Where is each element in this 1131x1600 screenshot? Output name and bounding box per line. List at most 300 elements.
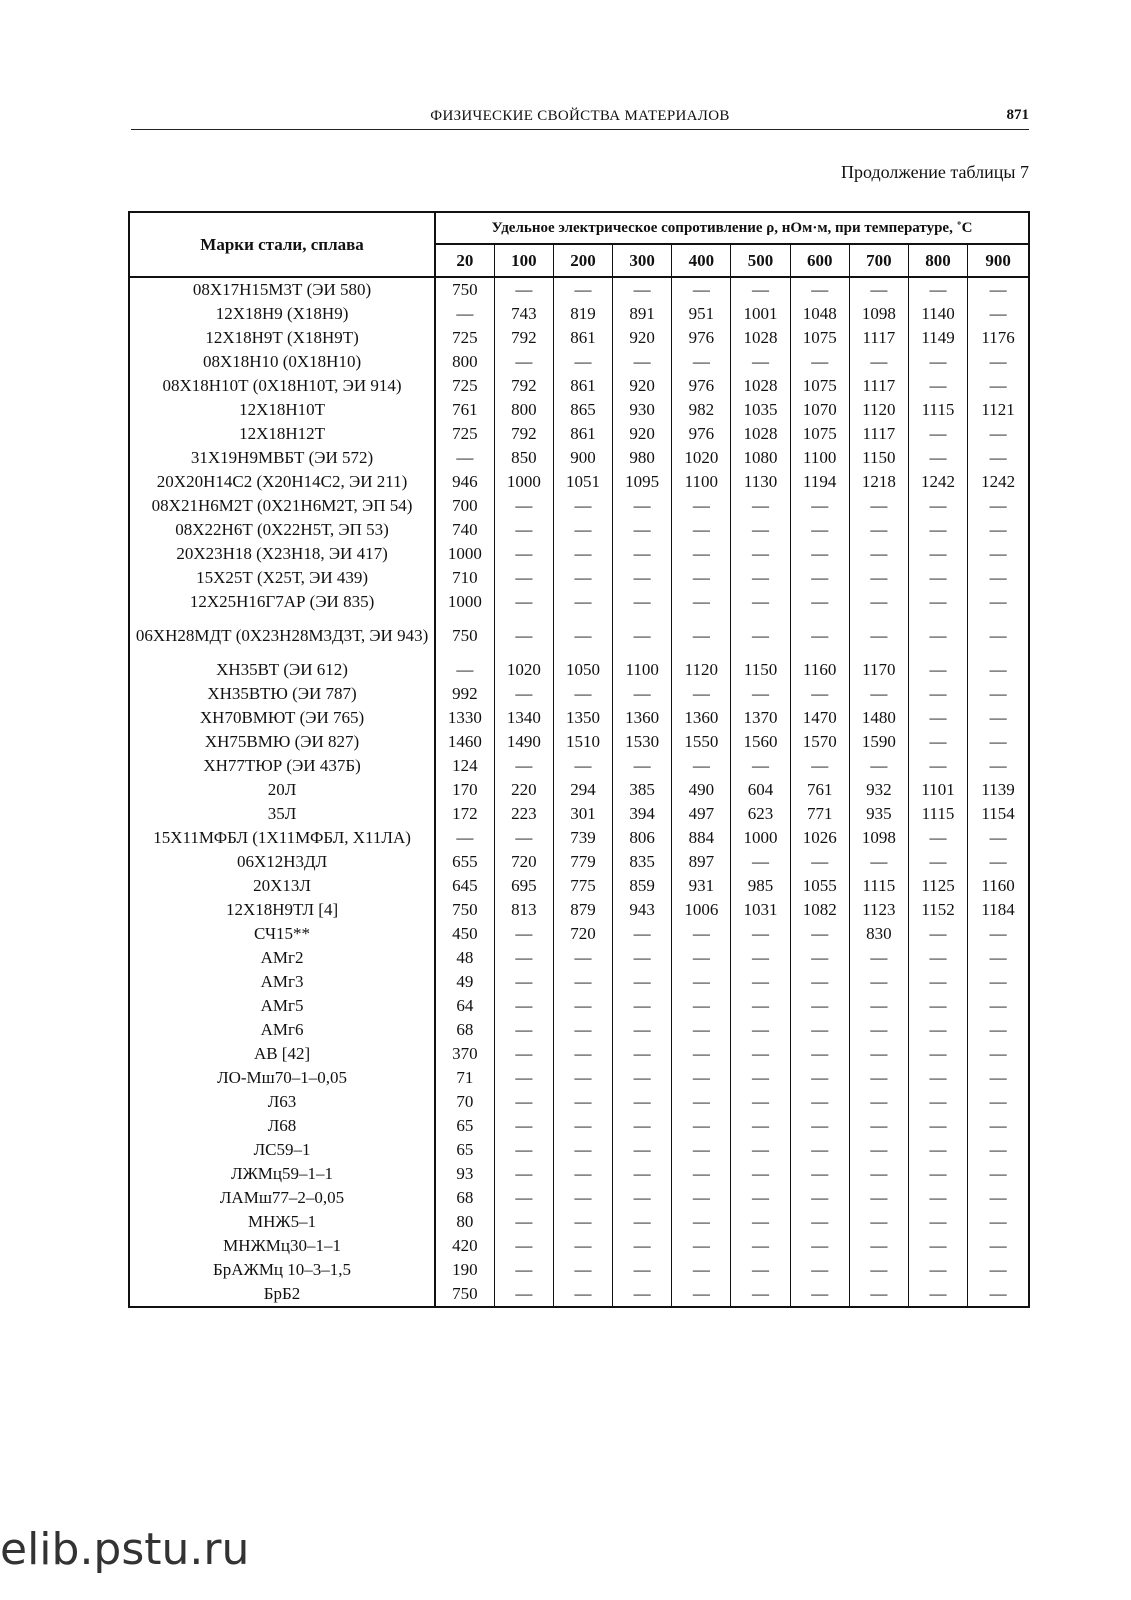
table-row bbox=[129, 1210, 1029, 1234]
value-cell: — bbox=[553, 1090, 612, 1114]
temperature-header: 800 bbox=[908, 244, 967, 277]
value-cell: — bbox=[553, 614, 612, 658]
table-row bbox=[129, 1018, 1029, 1042]
grade-cell: 06Х12Н3ДЛ bbox=[129, 850, 435, 874]
value-cell: 604 bbox=[731, 778, 790, 802]
value-cell: 819 bbox=[553, 302, 612, 326]
grade-cell: АМг6 bbox=[129, 1018, 435, 1042]
value-cell: — bbox=[731, 494, 790, 518]
value-cell: — bbox=[494, 1162, 553, 1186]
value-cell: — bbox=[908, 994, 967, 1018]
value-cell: 220 bbox=[494, 778, 553, 802]
value-cell: 771 bbox=[790, 802, 849, 826]
value-cell: — bbox=[731, 1258, 790, 1282]
value-cell: — bbox=[790, 590, 849, 614]
value-cell: — bbox=[790, 922, 849, 946]
value-cell: 1218 bbox=[849, 470, 908, 494]
value-cell: 750 bbox=[435, 614, 494, 658]
value-cell: 976 bbox=[672, 374, 731, 398]
temperature-header: 400 bbox=[672, 244, 731, 277]
value-cell: — bbox=[731, 1138, 790, 1162]
grade-cell: 06ХН28МДТ (0Х23Н28М3Д3Т, ЭИ 943) bbox=[129, 614, 435, 658]
value-cell: 49 bbox=[435, 970, 494, 994]
value-cell: — bbox=[672, 590, 731, 614]
value-cell: 985 bbox=[731, 874, 790, 898]
value-cell: 750 bbox=[435, 898, 494, 922]
value-cell: 1117 bbox=[849, 422, 908, 446]
value-cell: 1170 bbox=[849, 658, 908, 682]
value-cell: 884 bbox=[672, 826, 731, 850]
value-cell: — bbox=[613, 682, 672, 706]
value-cell: 1139 bbox=[981, 780, 1015, 799]
grade-cell: ЛЖМц59–1–1 bbox=[129, 1162, 435, 1186]
table-row bbox=[129, 422, 1029, 446]
value-cell: 64 bbox=[435, 994, 494, 1018]
value-cell: — bbox=[553, 970, 612, 994]
temperature-header: 900 bbox=[968, 244, 1029, 277]
value-cell: — bbox=[613, 614, 672, 658]
value-cell: — bbox=[908, 494, 967, 518]
value-cell: — bbox=[494, 1138, 553, 1162]
value-cell: — bbox=[790, 1042, 849, 1066]
value-cell: 980 bbox=[613, 446, 672, 470]
value-cell: 1075 bbox=[790, 374, 849, 398]
value-cell: 1121 bbox=[981, 400, 1015, 419]
value-cell: 1590 bbox=[849, 730, 908, 754]
table-row bbox=[129, 1066, 1029, 1090]
value-cell: — bbox=[553, 494, 612, 518]
value-cell: — bbox=[613, 1258, 672, 1282]
value-cell: — bbox=[849, 946, 908, 970]
value-cell: — bbox=[989, 424, 1007, 443]
value-cell: 1510 bbox=[553, 730, 612, 754]
value-cell: — bbox=[613, 1138, 672, 1162]
value-cell: — bbox=[553, 1282, 612, 1307]
value-cell: — bbox=[731, 1210, 790, 1234]
grade-cell: 08Х21Н6М2Т (0Х21Н6М2Т, ЭП 54) bbox=[129, 494, 435, 518]
value-cell: — bbox=[989, 756, 1007, 775]
value-cell: — bbox=[908, 850, 967, 874]
value-cell: 68 bbox=[435, 1186, 494, 1210]
value-cell: — bbox=[494, 590, 553, 614]
value-cell: — bbox=[435, 446, 494, 470]
value-cell: 946 bbox=[435, 470, 494, 494]
value-cell: — bbox=[989, 1284, 1007, 1303]
table-row bbox=[129, 1234, 1029, 1258]
table-row bbox=[129, 326, 1029, 350]
value-cell: — bbox=[790, 1090, 849, 1114]
value-cell: — bbox=[494, 1282, 553, 1307]
value-cell: 835 bbox=[613, 850, 672, 874]
value-cell: — bbox=[613, 542, 672, 566]
value-cell: 935 bbox=[849, 802, 908, 826]
value-cell: 1480 bbox=[849, 706, 908, 730]
value-cell: — bbox=[849, 494, 908, 518]
value-cell: 1098 bbox=[849, 826, 908, 850]
value-cell: 1242 bbox=[981, 472, 1016, 491]
value-cell: 68 bbox=[435, 1018, 494, 1042]
value-cell: 720 bbox=[494, 850, 553, 874]
value-cell: — bbox=[731, 1018, 790, 1042]
value-cell: 739 bbox=[553, 826, 612, 850]
value-cell: — bbox=[908, 754, 967, 778]
value-cell: — bbox=[908, 614, 967, 658]
value-cell: — bbox=[553, 542, 612, 566]
value-cell: — bbox=[849, 542, 908, 566]
value-cell: 695 bbox=[494, 874, 553, 898]
value-cell: 743 bbox=[494, 302, 553, 326]
value-cell: — bbox=[435, 658, 494, 682]
value-cell: — bbox=[553, 566, 612, 590]
table-row bbox=[129, 614, 1029, 658]
value-cell: — bbox=[849, 566, 908, 590]
value-cell: — bbox=[908, 1186, 967, 1210]
value-cell: 1028 bbox=[731, 326, 790, 350]
value-cell: — bbox=[494, 970, 553, 994]
value-cell: — bbox=[494, 1186, 553, 1210]
table-row bbox=[129, 374, 1029, 398]
value-cell: — bbox=[672, 970, 731, 994]
value-cell: — bbox=[494, 614, 553, 658]
value-cell: 497 bbox=[672, 802, 731, 826]
value-cell: — bbox=[613, 1114, 672, 1138]
value-cell: 1115 bbox=[849, 874, 908, 898]
value-cell: — bbox=[494, 566, 553, 590]
value-cell: 725 bbox=[435, 374, 494, 398]
value-cell: — bbox=[849, 1258, 908, 1282]
grade-cell: БрАЖМц 10–3–1,5 bbox=[129, 1258, 435, 1282]
value-cell: 65 bbox=[435, 1138, 494, 1162]
grade-cell: 08Х17Н15М3Т (ЭИ 580) bbox=[129, 277, 435, 302]
value-cell: 750 bbox=[435, 1282, 494, 1307]
value-cell: — bbox=[849, 1042, 908, 1066]
value-cell: 1150 bbox=[849, 446, 908, 470]
value-cell: 1000 bbox=[731, 826, 790, 850]
value-cell: — bbox=[989, 732, 1007, 751]
grade-cell: ХН70ВМЮТ (ЭИ 765) bbox=[129, 706, 435, 730]
value-cell: — bbox=[790, 1066, 849, 1090]
value-cell: 1031 bbox=[731, 898, 790, 922]
value-cell: — bbox=[672, 922, 731, 946]
value-cell: 301 bbox=[553, 802, 612, 826]
value-cell: — bbox=[672, 1186, 731, 1210]
value-cell: — bbox=[494, 1114, 553, 1138]
value-cell: 450 bbox=[435, 922, 494, 946]
grade-cell: СЧ15** bbox=[129, 922, 435, 946]
value-cell: — bbox=[553, 754, 612, 778]
value-cell: 1176 bbox=[981, 328, 1015, 347]
value-cell: — bbox=[849, 1018, 908, 1042]
table-row bbox=[129, 658, 1029, 682]
grade-cell: АМг2 bbox=[129, 946, 435, 970]
value-cell: — bbox=[908, 1138, 967, 1162]
value-cell: — bbox=[613, 946, 672, 970]
value-cell: 976 bbox=[672, 326, 731, 350]
table-row bbox=[129, 1114, 1029, 1138]
value-cell: 861 bbox=[553, 422, 612, 446]
value-cell: — bbox=[908, 350, 967, 374]
value-cell: — bbox=[731, 946, 790, 970]
value-cell: 775 bbox=[553, 874, 612, 898]
value-cell: — bbox=[908, 590, 967, 614]
value-cell: — bbox=[494, 994, 553, 1018]
value-cell: — bbox=[731, 1114, 790, 1138]
grade-cell: АМг5 bbox=[129, 994, 435, 1018]
running-header bbox=[131, 104, 1029, 130]
value-cell: 645 bbox=[435, 874, 494, 898]
value-cell: 1470 bbox=[790, 706, 849, 730]
value-cell: — bbox=[613, 754, 672, 778]
table-row bbox=[129, 802, 1029, 826]
grade-cell: 20Х23Н18 (Х23Н18, ЭИ 417) bbox=[129, 542, 435, 566]
grade-cell: ХН75ВМЮ (ЭИ 827) bbox=[129, 730, 435, 754]
grade-cell: 20Х13Л bbox=[129, 874, 435, 898]
value-cell: 1095 bbox=[613, 470, 672, 494]
value-cell: — bbox=[672, 566, 731, 590]
grade-column-header: Марки стали, сплава bbox=[129, 212, 435, 277]
value-cell: 920 bbox=[613, 422, 672, 446]
value-cell: 1026 bbox=[790, 826, 849, 850]
value-cell: 725 bbox=[435, 326, 494, 350]
value-cell: — bbox=[908, 1210, 967, 1234]
value-cell: 65 bbox=[435, 1114, 494, 1138]
value-cell: 920 bbox=[613, 326, 672, 350]
value-cell: — bbox=[553, 1114, 612, 1138]
value-cell: — bbox=[849, 350, 908, 374]
value-cell: — bbox=[731, 1066, 790, 1090]
value-cell: 385 bbox=[613, 778, 672, 802]
value-cell: 1006 bbox=[672, 898, 731, 922]
value-cell: — bbox=[731, 754, 790, 778]
value-cell: 223 bbox=[494, 802, 553, 826]
value-cell: — bbox=[908, 970, 967, 994]
value-cell: — bbox=[790, 1162, 849, 1186]
value-cell: — bbox=[731, 542, 790, 566]
value-cell: — bbox=[908, 1114, 967, 1138]
value-cell: — bbox=[790, 542, 849, 566]
grade-cell: 12Х18Н9ТЛ [4] bbox=[129, 898, 435, 922]
value-cell: — bbox=[553, 518, 612, 542]
value-cell: 1051 bbox=[553, 470, 612, 494]
value-cell: 1490 bbox=[494, 730, 553, 754]
value-cell: — bbox=[672, 682, 731, 706]
value-cell: — bbox=[672, 1234, 731, 1258]
value-cell: — bbox=[908, 1258, 967, 1282]
value-cell: 1117 bbox=[849, 374, 908, 398]
value-cell: 792 bbox=[494, 326, 553, 350]
grade-cell: 12Х18Н12Т bbox=[129, 422, 435, 446]
value-cell: — bbox=[849, 754, 908, 778]
value-cell: — bbox=[672, 1162, 731, 1186]
value-cell: — bbox=[908, 1042, 967, 1066]
value-cell: — bbox=[908, 542, 967, 566]
value-cell: — bbox=[613, 277, 672, 302]
value-cell: 1100 bbox=[672, 470, 731, 494]
value-cell: — bbox=[553, 1258, 612, 1282]
value-cell: — bbox=[790, 1234, 849, 1258]
value-cell: — bbox=[553, 1234, 612, 1258]
value-cell: — bbox=[553, 1162, 612, 1186]
table-row bbox=[129, 826, 1029, 850]
value-cell: — bbox=[731, 1186, 790, 1210]
table-row bbox=[129, 922, 1029, 946]
value-cell: 1020 bbox=[494, 658, 553, 682]
value-cell: 931 bbox=[672, 874, 731, 898]
value-cell: 806 bbox=[613, 826, 672, 850]
value-cell: 740 bbox=[435, 518, 494, 542]
value-cell: — bbox=[790, 1186, 849, 1210]
value-cell: 1160 bbox=[790, 658, 849, 682]
value-cell: 1101 bbox=[908, 778, 967, 802]
grade-cell: 12Х25Н16Г7АР (ЭИ 835) bbox=[129, 590, 435, 614]
value-cell: — bbox=[553, 682, 612, 706]
grade-cell: 12Х18Н9 (Х18Н9) bbox=[129, 302, 435, 326]
value-cell: — bbox=[731, 518, 790, 542]
table-row bbox=[129, 778, 1029, 802]
value-cell: 1560 bbox=[731, 730, 790, 754]
value-cell: 1120 bbox=[849, 398, 908, 422]
value-cell: — bbox=[989, 520, 1007, 539]
value-cell: — bbox=[494, 1234, 553, 1258]
temperature-header: 300 bbox=[613, 244, 672, 277]
value-cell: — bbox=[613, 566, 672, 590]
value-cell: — bbox=[731, 850, 790, 874]
grade-cell: ЛАМш77–2–0,05 bbox=[129, 1186, 435, 1210]
value-cell: 861 bbox=[553, 374, 612, 398]
value-cell: — bbox=[849, 1186, 908, 1210]
value-cell: — bbox=[672, 518, 731, 542]
value-cell: 897 bbox=[672, 850, 731, 874]
value-cell: 1125 bbox=[908, 874, 967, 898]
value-cell: — bbox=[849, 1090, 908, 1114]
value-cell: 1184 bbox=[981, 900, 1015, 919]
value-cell: 1194 bbox=[790, 470, 849, 494]
grade-cell: 15Х25Т (Х25Т, ЭИ 439) bbox=[129, 566, 435, 590]
value-cell: — bbox=[435, 826, 494, 850]
value-cell: 1150 bbox=[731, 658, 790, 682]
value-cell: — bbox=[849, 1162, 908, 1186]
value-cell: — bbox=[790, 277, 849, 302]
value-cell: — bbox=[672, 994, 731, 1018]
watermark: elib.pstu.ru bbox=[0, 1524, 250, 1575]
value-cell: 420 bbox=[435, 1234, 494, 1258]
table-row bbox=[129, 730, 1029, 754]
value-cell: 1117 bbox=[849, 326, 908, 350]
grade-cell: БрБ2 bbox=[129, 1282, 435, 1307]
value-cell: — bbox=[849, 590, 908, 614]
value-cell: 93 bbox=[435, 1162, 494, 1186]
value-cell: — bbox=[849, 518, 908, 542]
value-cell: — bbox=[494, 350, 553, 374]
table-row bbox=[129, 1186, 1029, 1210]
value-cell: — bbox=[790, 1210, 849, 1234]
value-cell: 1550 bbox=[672, 730, 731, 754]
table-row bbox=[129, 518, 1029, 542]
value-cell: — bbox=[989, 1068, 1007, 1087]
grade-cell: 35Л bbox=[129, 802, 435, 826]
table-row bbox=[129, 898, 1029, 922]
value-cell: — bbox=[790, 1138, 849, 1162]
table-row bbox=[129, 470, 1029, 494]
value-cell: — bbox=[494, 754, 553, 778]
value-cell: 80 bbox=[435, 1210, 494, 1234]
value-cell: — bbox=[849, 1066, 908, 1090]
value-cell: — bbox=[989, 568, 1007, 587]
value-cell: — bbox=[731, 590, 790, 614]
table-row bbox=[129, 1138, 1029, 1162]
value-cell: — bbox=[613, 1234, 672, 1258]
value-cell: — bbox=[790, 494, 849, 518]
value-cell: 779 bbox=[553, 850, 612, 874]
value-cell: 1140 bbox=[908, 302, 967, 326]
value-cell: 490 bbox=[672, 778, 731, 802]
value-cell: 1130 bbox=[731, 470, 790, 494]
value-cell: — bbox=[849, 1282, 908, 1307]
value-cell: 710 bbox=[435, 566, 494, 590]
value-cell: 71 bbox=[435, 1066, 494, 1090]
value-cell: — bbox=[908, 922, 967, 946]
value-cell: — bbox=[790, 850, 849, 874]
value-cell: 48 bbox=[435, 946, 494, 970]
value-cell: 655 bbox=[435, 850, 494, 874]
value-cell: — bbox=[731, 350, 790, 374]
value-cell: — bbox=[849, 970, 908, 994]
value-cell: — bbox=[613, 994, 672, 1018]
value-cell: — bbox=[849, 1114, 908, 1138]
value-cell: — bbox=[494, 1258, 553, 1282]
value-cell: 861 bbox=[553, 326, 612, 350]
value-cell: 394 bbox=[613, 802, 672, 826]
value-cell: — bbox=[989, 1140, 1007, 1159]
value-cell: — bbox=[731, 1162, 790, 1186]
value-cell: — bbox=[989, 626, 1007, 645]
value-cell: 1082 bbox=[790, 898, 849, 922]
value-cell: 370 bbox=[435, 1042, 494, 1066]
resistivity-table bbox=[128, 211, 1030, 1308]
table-header-row bbox=[129, 212, 1029, 244]
value-cell: 725 bbox=[435, 422, 494, 446]
value-cell: 1001 bbox=[731, 302, 790, 326]
value-cell: 800 bbox=[494, 398, 553, 422]
value-cell: — bbox=[989, 1236, 1007, 1255]
value-cell: — bbox=[790, 1282, 849, 1307]
value-cell: — bbox=[790, 754, 849, 778]
value-cell: — bbox=[494, 277, 553, 302]
value-cell: — bbox=[908, 730, 967, 754]
value-cell: — bbox=[494, 826, 553, 850]
value-cell: 800 bbox=[435, 350, 494, 374]
value-cell: — bbox=[790, 518, 849, 542]
value-cell: — bbox=[672, 1042, 731, 1066]
value-cell: — bbox=[731, 614, 790, 658]
grade-cell: 08Х18Н10 (0Х18Н10) bbox=[129, 350, 435, 374]
value-cell: — bbox=[731, 1282, 790, 1307]
value-cell: 1020 bbox=[672, 446, 731, 470]
value-cell: 1115 bbox=[908, 398, 967, 422]
value-cell: 294 bbox=[553, 778, 612, 802]
value-cell: 1028 bbox=[731, 422, 790, 446]
running-title: ФИЗИЧЕСКИЕ СВОЙСТВА МАТЕРИАЛОВ bbox=[430, 108, 730, 124]
value-cell: 623 bbox=[731, 802, 790, 826]
value-cell: — bbox=[989, 1092, 1007, 1111]
value-cell: 761 bbox=[435, 398, 494, 422]
value-cell: — bbox=[672, 1210, 731, 1234]
table-row bbox=[129, 302, 1029, 326]
grade-cell: АВ [42] bbox=[129, 1042, 435, 1066]
value-cell: — bbox=[989, 1212, 1007, 1231]
value-cell: 1530 bbox=[613, 730, 672, 754]
value-cell: 1360 bbox=[672, 706, 731, 730]
